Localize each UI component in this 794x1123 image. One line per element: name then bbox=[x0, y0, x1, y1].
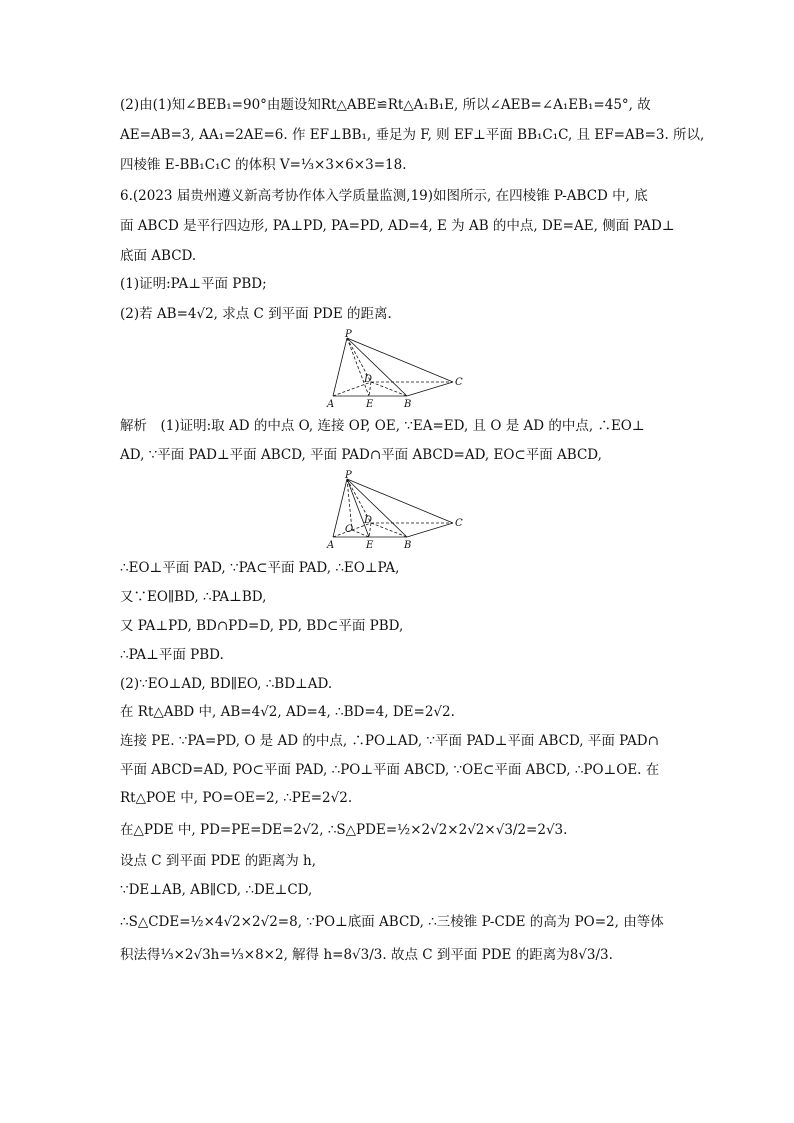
label-A: A bbox=[327, 399, 335, 410]
text-line-5: 面 ABCD 是平行四边形, PA⊥PD, PA=PD, AD=4, E 为 AB 的中点, DE=AE, 侧面 PAD⊥ bbox=[120, 218, 675, 234]
text-line-12: 又∵EO∥BD, ∴PA⊥BD, bbox=[120, 589, 267, 605]
text-line-18: 平面 ABCD=AD, PO⊂平面 PAD, ∴PO⊥平面 ABCD, ∵OE⊂平面 ABCD, ∴PO⊥OE. 在 bbox=[120, 762, 660, 778]
label-C: C bbox=[455, 377, 463, 388]
label-B: B bbox=[404, 540, 412, 551]
text-line-6: 底面 ABCD. bbox=[120, 248, 197, 264]
label-A: A bbox=[327, 540, 335, 551]
pyramid-figure-1 bbox=[325, 328, 475, 410]
text-line-10: AD, ∵平面 PAD⊥平面 ABCD, 平面 PAD∩平面 ABCD=AD, EO⊂平面 ABCD, bbox=[120, 447, 602, 463]
text-line-7: (1)证明:PA⊥平面 PBD; bbox=[120, 276, 267, 292]
text-line-19: Rt△POE 中, PO=OE=2, ∴PE=2√2. bbox=[120, 790, 353, 806]
label-P: P bbox=[345, 329, 352, 340]
text-line-14: ∴PA⊥平面 PBD. bbox=[120, 647, 224, 663]
label-D: D bbox=[364, 515, 373, 526]
text-line-15: (2)∵EO⊥AD, BD∥EO, ∴BD⊥AD. bbox=[120, 676, 333, 692]
text-line-22: ∵DE⊥AB, AB∥CD, ∴DE⊥CD, bbox=[120, 882, 313, 898]
label-E: E bbox=[366, 399, 374, 410]
text-line-2: AE=AB=3, AA₁=2AE=6. 作 EF⊥BB₁, 垂足为 F, 则 EF⊥平面 BB₁C₁C, 且 EF=AB=3. 所以, bbox=[120, 127, 705, 143]
text-line-4: 6.(2023 届贵州遵义新高考协作体入学质量监测,19)如图所示, 在四棱锥 P-ABCD 中, 底 bbox=[120, 188, 648, 204]
text-line-24: 积法得⅓×2√3h=⅓×8×2, 解得 h=8√3/3. 故点 C 到平面 PDE 的距离为8√3/3. bbox=[120, 947, 613, 963]
label-C: C bbox=[455, 518, 463, 529]
label-P: P bbox=[345, 470, 352, 481]
label-B: B bbox=[404, 399, 412, 410]
text-line-21: 设点 C 到平面 PDE 的距离为 h, bbox=[120, 853, 317, 869]
text-line-3: 四棱锥 E-BB₁C₁C 的体积 V=⅓×3×6×3=18. bbox=[120, 157, 407, 173]
text-line-20: 在△PDE 中, PD=PE=DE=2√2, ∴S△PDE=½×2√2×2√2×√3/2=2√3. bbox=[120, 822, 568, 838]
text-line-13: 又 PA⊥PD, BD∩PD=D, PD, BD⊂平面 PBD, bbox=[120, 618, 404, 634]
text-line-17: 连接 PE. ∵PA=PD, O 是 AD 的中点, ∴PO⊥AD, ∵平面 PAD⊥平面 ABCD, 平面 PAD∩ bbox=[120, 733, 659, 749]
label-E: E bbox=[366, 540, 374, 551]
text-line-1: (2)由(1)知∠BEB₁=90°由题设知Rt△ABE≌Rt△A₁B₁E, 所以∠AEB=∠A₁EB₁=45°, 故 bbox=[120, 97, 651, 113]
label-O: O bbox=[345, 524, 354, 535]
text-line-11: ∴EO⊥平面 PAD, ∵PA⊂平面 PAD, ∴EO⊥PA, bbox=[120, 560, 400, 576]
text-line-8: (2)若 AB=4√2, 求点 C 到平面 PDE 的距离. bbox=[120, 306, 392, 322]
pyramid-figure-2 bbox=[325, 469, 475, 551]
text-line-9: 解析 (1)证明:取 AD 的中点 O, 连接 OP, OE, ∵EA=ED, 且 O 是 AD 的中点, ∴EO⊥ bbox=[120, 418, 645, 434]
text-line-23: ∴S△CDE=½×4√2×2√2=8, ∵PO⊥底面 ABCD, ∴三棱锥 P-CDE 的高为 PO=2, 由等体 bbox=[120, 914, 664, 930]
label-D: D bbox=[364, 374, 373, 385]
text-line-16: 在 Rt△ABD 中, AB=4√2, AD=4, ∴BD=4, DE=2√2. bbox=[120, 704, 455, 720]
